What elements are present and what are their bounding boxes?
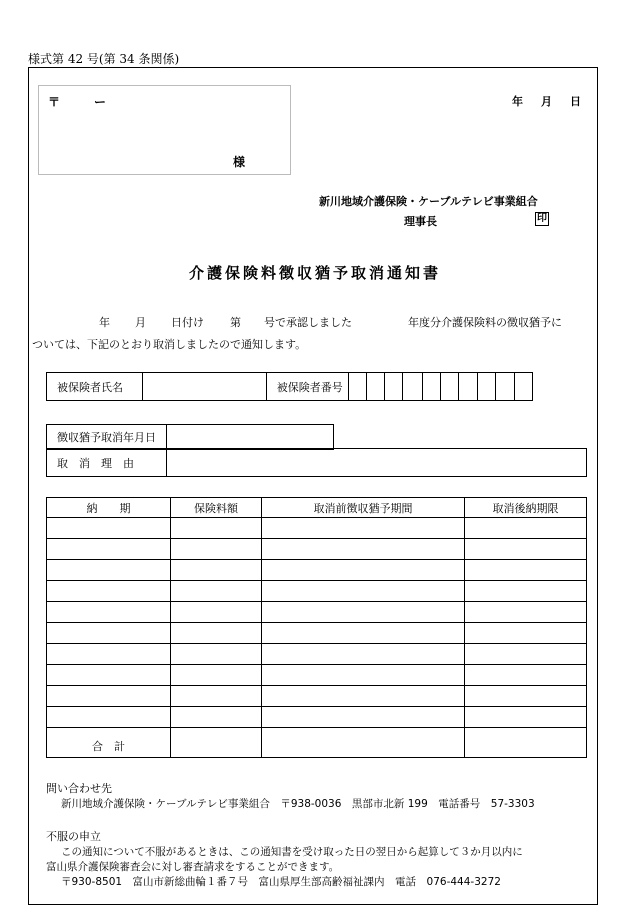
insured-table [46,372,533,401]
insured-number-digit[interactable] [385,373,403,401]
insured-number-digit[interactable] [348,373,366,401]
sender-organization: 新川地域介護保険・ケーブルテレビ事業組合 [319,195,538,208]
date-day: 日 [570,95,581,108]
payments-header-amount: 保険料額 [171,498,262,518]
appeal-line2: 富山県介護保険審査会に対し審査請求をすることができます。 [46,861,340,873]
sender-title: 理事長 [404,215,437,228]
payments-header-due: 納 期 [47,498,171,518]
appeal-line3: 〒930-8501 富山市新総曲輪１番７号 富山県厚生部高齢福祉課内 電話 076-444-3272 [61,876,501,888]
table-row [47,665,587,686]
total-row [47,728,587,758]
insured-number-digit[interactable] [422,373,440,401]
contact-heading: 問い合わせ先 [46,782,112,795]
table-row [47,707,587,728]
seal-mark: 印 [537,213,547,224]
insured-number-digit[interactable] [514,373,532,401]
cancel-date-field[interactable] [167,425,334,450]
table-row [47,602,587,623]
payments-header-period: 取消前徴収猶予期間 [262,498,465,518]
body-date-suffix: 日付け [171,316,204,329]
payments-header-deadline: 取消後納期限 [465,498,587,518]
address-box [38,85,291,175]
body-line2: ついては、下記のとおり取消しましたので通知します。 [32,338,307,351]
postal-dash: ー [94,95,107,109]
table-row [47,581,587,602]
insured-number-digit[interactable] [440,373,458,401]
postal-mark: 〒 [48,95,61,109]
table-row [47,560,587,581]
table-row [47,539,587,560]
form-number: 様式第 42 号(第 34 条関係) [28,52,180,66]
body-month: 月 [135,316,146,329]
table-row [47,686,587,707]
appeal-line1: この通知について不服があるときは、この通知書を受け取った日の翌日から起算して３か月以内に [61,846,523,858]
appeal-heading: 不服の申立 [46,830,101,843]
total-label: 合 計 [47,728,171,758]
contact-line: 新川地域介護保険・ケーブルテレビ事業組合 〒938-0036 黒部市北新 199 電話番号 57-3303 [61,798,535,810]
table-row [47,644,587,665]
insured-number-digit[interactable] [496,373,514,401]
cancel-reason-table [46,448,587,477]
body-fiscal: 年度分介護保険料の徴収猶予に [408,316,562,329]
honorific: 様 [233,155,246,169]
document-title: 介護保険料徴収猶予取消通知書 [188,264,441,282]
cancel-date-table [46,424,334,450]
date-year: 年 [512,95,523,108]
body-number-prefix: 第 [230,316,241,329]
insured-name-label: 被保険者氏名 [47,373,143,401]
insured-number-label: 被保険者番号 [266,373,348,401]
insured-number-digit[interactable] [459,373,478,401]
insured-number-digit[interactable] [478,373,496,401]
insured-number-digit[interactable] [366,373,384,401]
cancel-reason-label: 取 消 理 由 [47,449,167,477]
body-approved: 号で承認しました [264,316,352,329]
table-row [47,518,587,539]
body-year: 年 [99,316,110,329]
insured-name-field[interactable] [143,373,267,401]
payments-table [46,497,587,758]
cancel-date-label: 徴収猶予取消年月日 [47,425,167,450]
cancel-reason-field[interactable] [167,449,587,477]
date-month: 月 [541,95,552,108]
table-row [47,623,587,644]
insured-number-digit[interactable] [403,373,422,401]
